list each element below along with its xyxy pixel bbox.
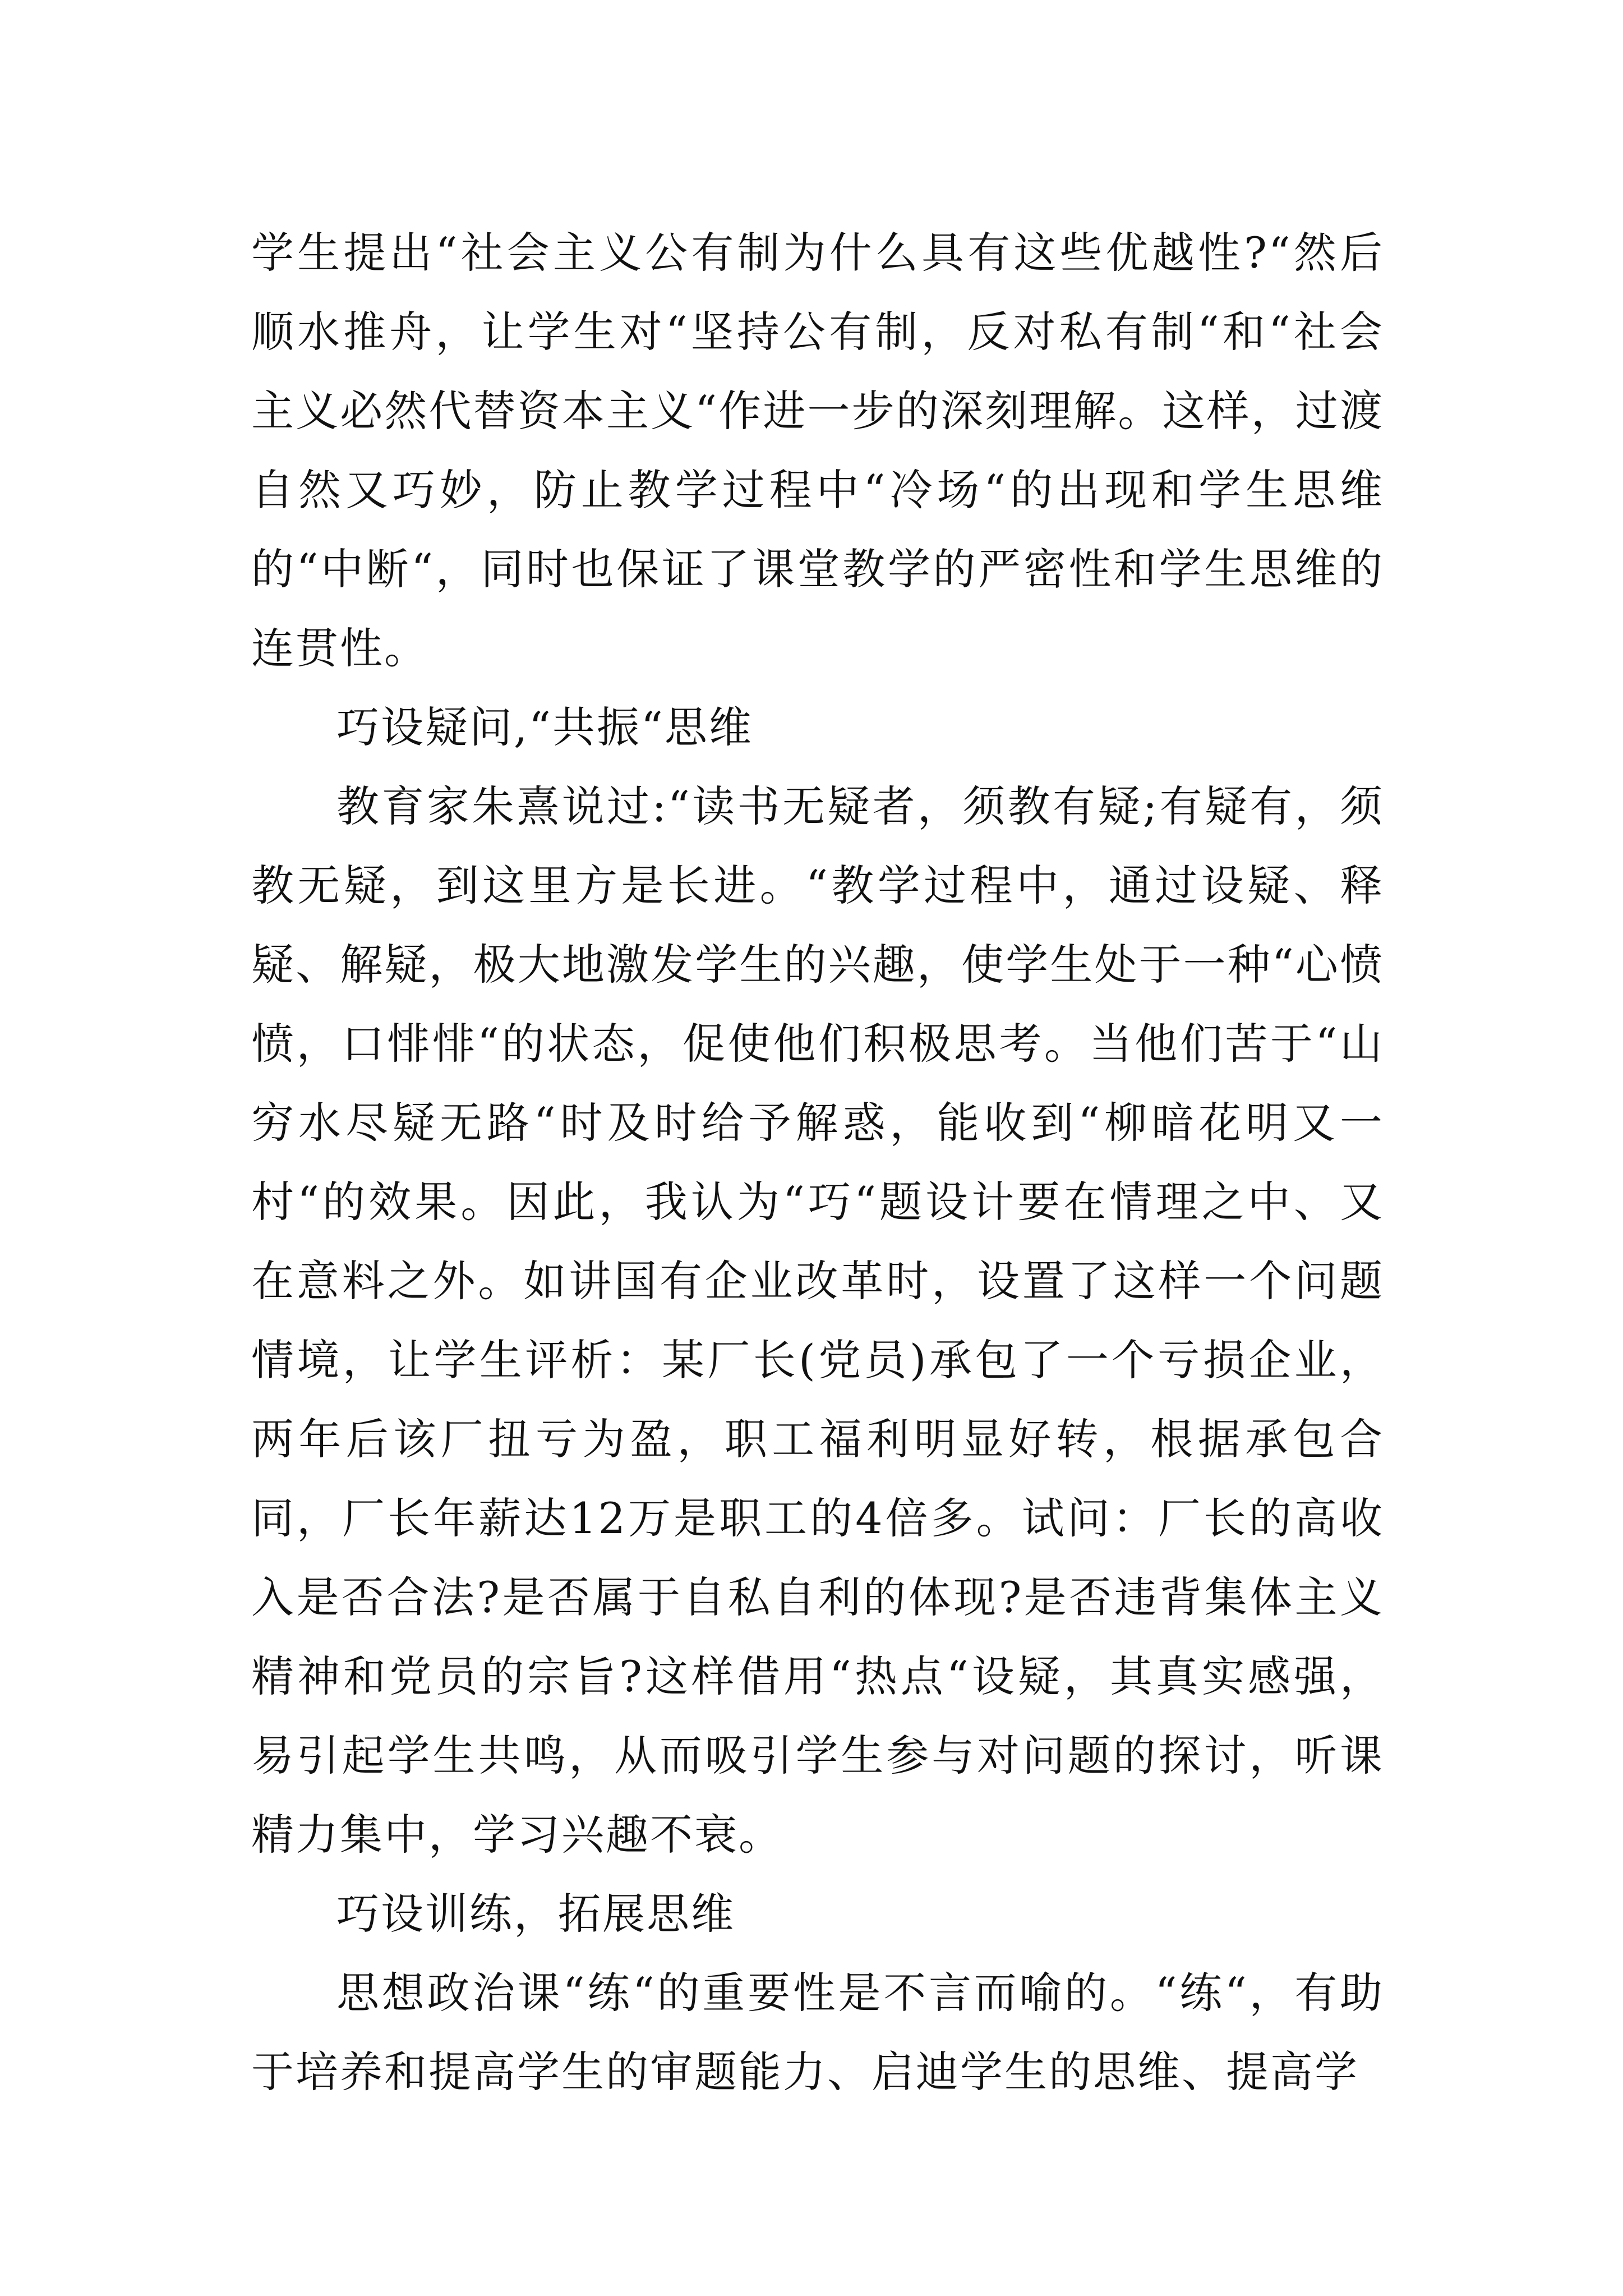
document-body [251,213,1384,2111]
paragraph-questions: 教育家朱熹说过:“读书无疑者，须教有疑;有疑有，须教无疑，到这里方是长进。“教学过程中，通过设疑、释疑、解疑，极大地激发学生的兴趣，使学生处于一种“心愤愤，口悱悱“的状态，促使他们积极思考。当他们苦于“山穷水尽疑无路“时及时给予解惑，能收到“柳暗花明又一村“的效果。因此，我认为“巧“题设计要在情理之中、又在意料之外。如讲国有企业改革时，设置了这样一个问题情境，让学生评析：某厂长(党员)承包了一个亏损企业，两年后该厂扭亏为盈，职工福利明显好转，根据承包合同，厂长年薪达12万是职工的4倍多。试问：厂长的高收入是否合法?是否属于自私自利的体现?是否违背集体主义精神和党员的宗旨?这样借用“热点“设疑，其真实感强，易引起学生共鸣，从而吸引学生参与对问题的探讨，听课精力集中，学习兴趣不衰。 [251,781,1384,1860]
section-heading-questions: 巧设疑问,“共振“思维 [336,702,753,752]
paragraph-continued: 学生提出“社会主义公有制为什么具有这些优越性?“然后顺水推舟，让学生对“坚持公有制，反对私有制“和“社会主义必然代替资本主义“作进一步的深刻理解。这样，过渡自然又巧妙，防止教学过程中“冷场“的出现和学生思维的“中断“，同时也保证了课堂教学的严密性和学生思维的连贯性。 [251,228,1384,673]
paragraph-training: 思想政治课“练“的重要性是不言而喻的。“练“，有助于培养和提高学生的审题能力、启迪学生的思维、提高学 [251,1968,1384,2097]
section-heading-training: 巧设训练，拓展思维 [336,1889,735,1939]
